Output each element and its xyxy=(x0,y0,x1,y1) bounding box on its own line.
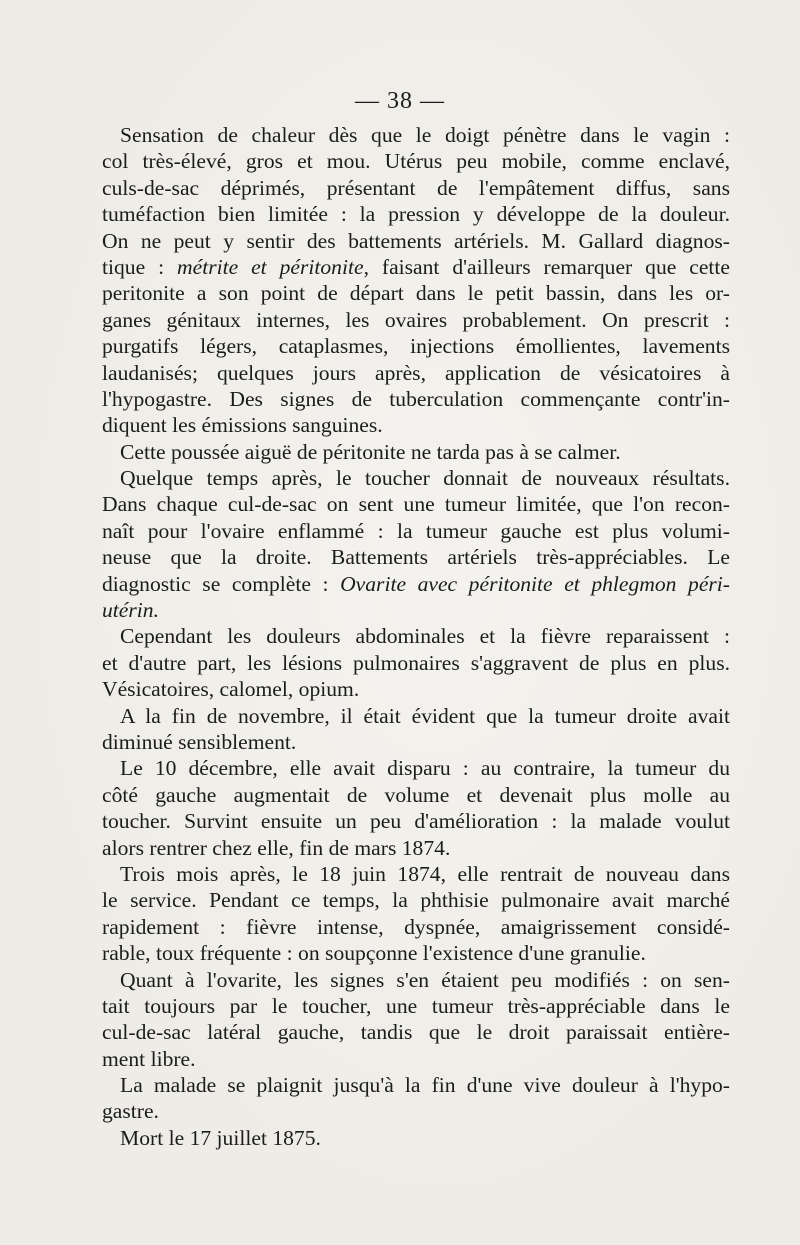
text-line: ganes génitaux internes, les ovaires probablement. On prescrit : xyxy=(102,307,730,332)
text-line: Dans chaque cul-de-sac on sent une tumeur limitée, que l'on recon- xyxy=(102,492,730,517)
italic-diagnosis: utérin. xyxy=(102,598,159,623)
text-line: l'hypogastre. Des signes de tuberculation commençante contr'in- xyxy=(102,386,730,411)
text-line: Sensation de chaleur dès que le doigt pénètre dans le vagin : xyxy=(120,123,730,147)
text-line: diquent les émissions sanguines. xyxy=(102,413,383,438)
text-line: La malade se plaignit jusqu'à la fin d'une vive douleur à l'hypo- xyxy=(120,1073,730,1098)
text-line: naît pour l'ovaire enflammé : la tumeur gauche est plus volumi- xyxy=(102,518,730,543)
text-fragment: diagnostic se complète : xyxy=(102,571,341,596)
text-line: rapidement : fièvre intense, dyspnée, amaigrissement considé- xyxy=(102,914,730,939)
text-line: côté gauche augmentait de volume et devenait plus molle au xyxy=(102,782,730,807)
text-line: ment libre. xyxy=(102,1046,196,1071)
text-line: Mort le 17 juillet 1875. xyxy=(120,1125,321,1150)
italic-diagnosis: Ovarite avec péritonite et phlegmon péri- xyxy=(340,571,731,596)
text-line: toucher. Survint ensuite un peu d'amélioration : la malade voulut xyxy=(102,809,730,834)
text-line: rable, toux fréquente : on soupçonne l'existence d'une granulie. xyxy=(102,941,646,966)
italic-diagnosis: métrite et péritonite xyxy=(177,254,364,279)
text-line: tait toujours par le toucher, une tumeur très-appréciable dans le xyxy=(102,993,730,1018)
text-line: Quelque temps après, le toucher donnait de nouveaux résultats. xyxy=(120,466,730,491)
text-line: Le 10 décembre, elle avait disparu : au contraire, la tumeur du xyxy=(120,756,730,781)
text-line: neuse que la droite. Battements artériels très-appréciables. Le xyxy=(102,545,730,570)
text-fragment: tique : xyxy=(102,254,178,279)
text-line: Trois mois après, le 18 juin 1874, elle rentrait de nouveau dans xyxy=(120,861,730,886)
text-line: gastre. xyxy=(102,1099,159,1124)
text-line: purgatifs légers, cataplasmes, injections émollientes, lavements xyxy=(102,334,730,359)
text-line: peritonite a son point de départ dans le petit bassin, dans les or- xyxy=(102,281,730,306)
text-line: diminué sensiblement. xyxy=(102,729,297,754)
text-line: alors rentrer chez elle, fin de mars 1874. xyxy=(102,835,451,860)
text-line: Quant à l'ovarite, les signes s'en étaient peu modifiés : on sen- xyxy=(120,967,730,992)
text-line: On ne peut y sentir des battements artériels. M. Gallard diagnos- xyxy=(102,228,730,253)
text-line: et d'autre part, les lésions pulmonaires s'aggravent de plus en plus. xyxy=(102,650,730,675)
text-line: laudanisés; quelques jours après, application de vésicatoires à xyxy=(102,360,730,385)
text-line-mixed xyxy=(102,571,730,597)
text-line: Cependant les douleurs abdominales et la fièvre reparaissent : xyxy=(120,624,730,649)
text-line: Cette poussée aiguë de péritonite ne tarda pas à se calmer. xyxy=(120,439,621,464)
text-line-mixed xyxy=(102,254,730,280)
text-line: A la fin de novembre, il était évident que la tumeur droite avait xyxy=(120,703,730,728)
text-fragment: , faisant d'ailleurs remarquer que cette xyxy=(363,254,730,279)
text-line: tuméfaction bien limitée : la pression y développe de la douleur. xyxy=(102,202,730,227)
text-line: Vésicatoires, calomel, opium. xyxy=(102,677,360,702)
text-line: culs-de-sac déprimés, présentant de l'empâtement diffus, sans xyxy=(102,175,730,200)
body-text xyxy=(102,122,730,1151)
text-line: le service. Pendant ce temps, la phthisie pulmonaire avait marché xyxy=(102,888,730,913)
text-line: col très-élevé, gros et mou. Utérus peu mobile, comme enclavé, xyxy=(102,149,730,174)
text-line: cul-de-sac latéral gauche, tandis que le droit paraissait entière- xyxy=(102,1020,730,1045)
page-number: — 38 — xyxy=(355,88,445,114)
